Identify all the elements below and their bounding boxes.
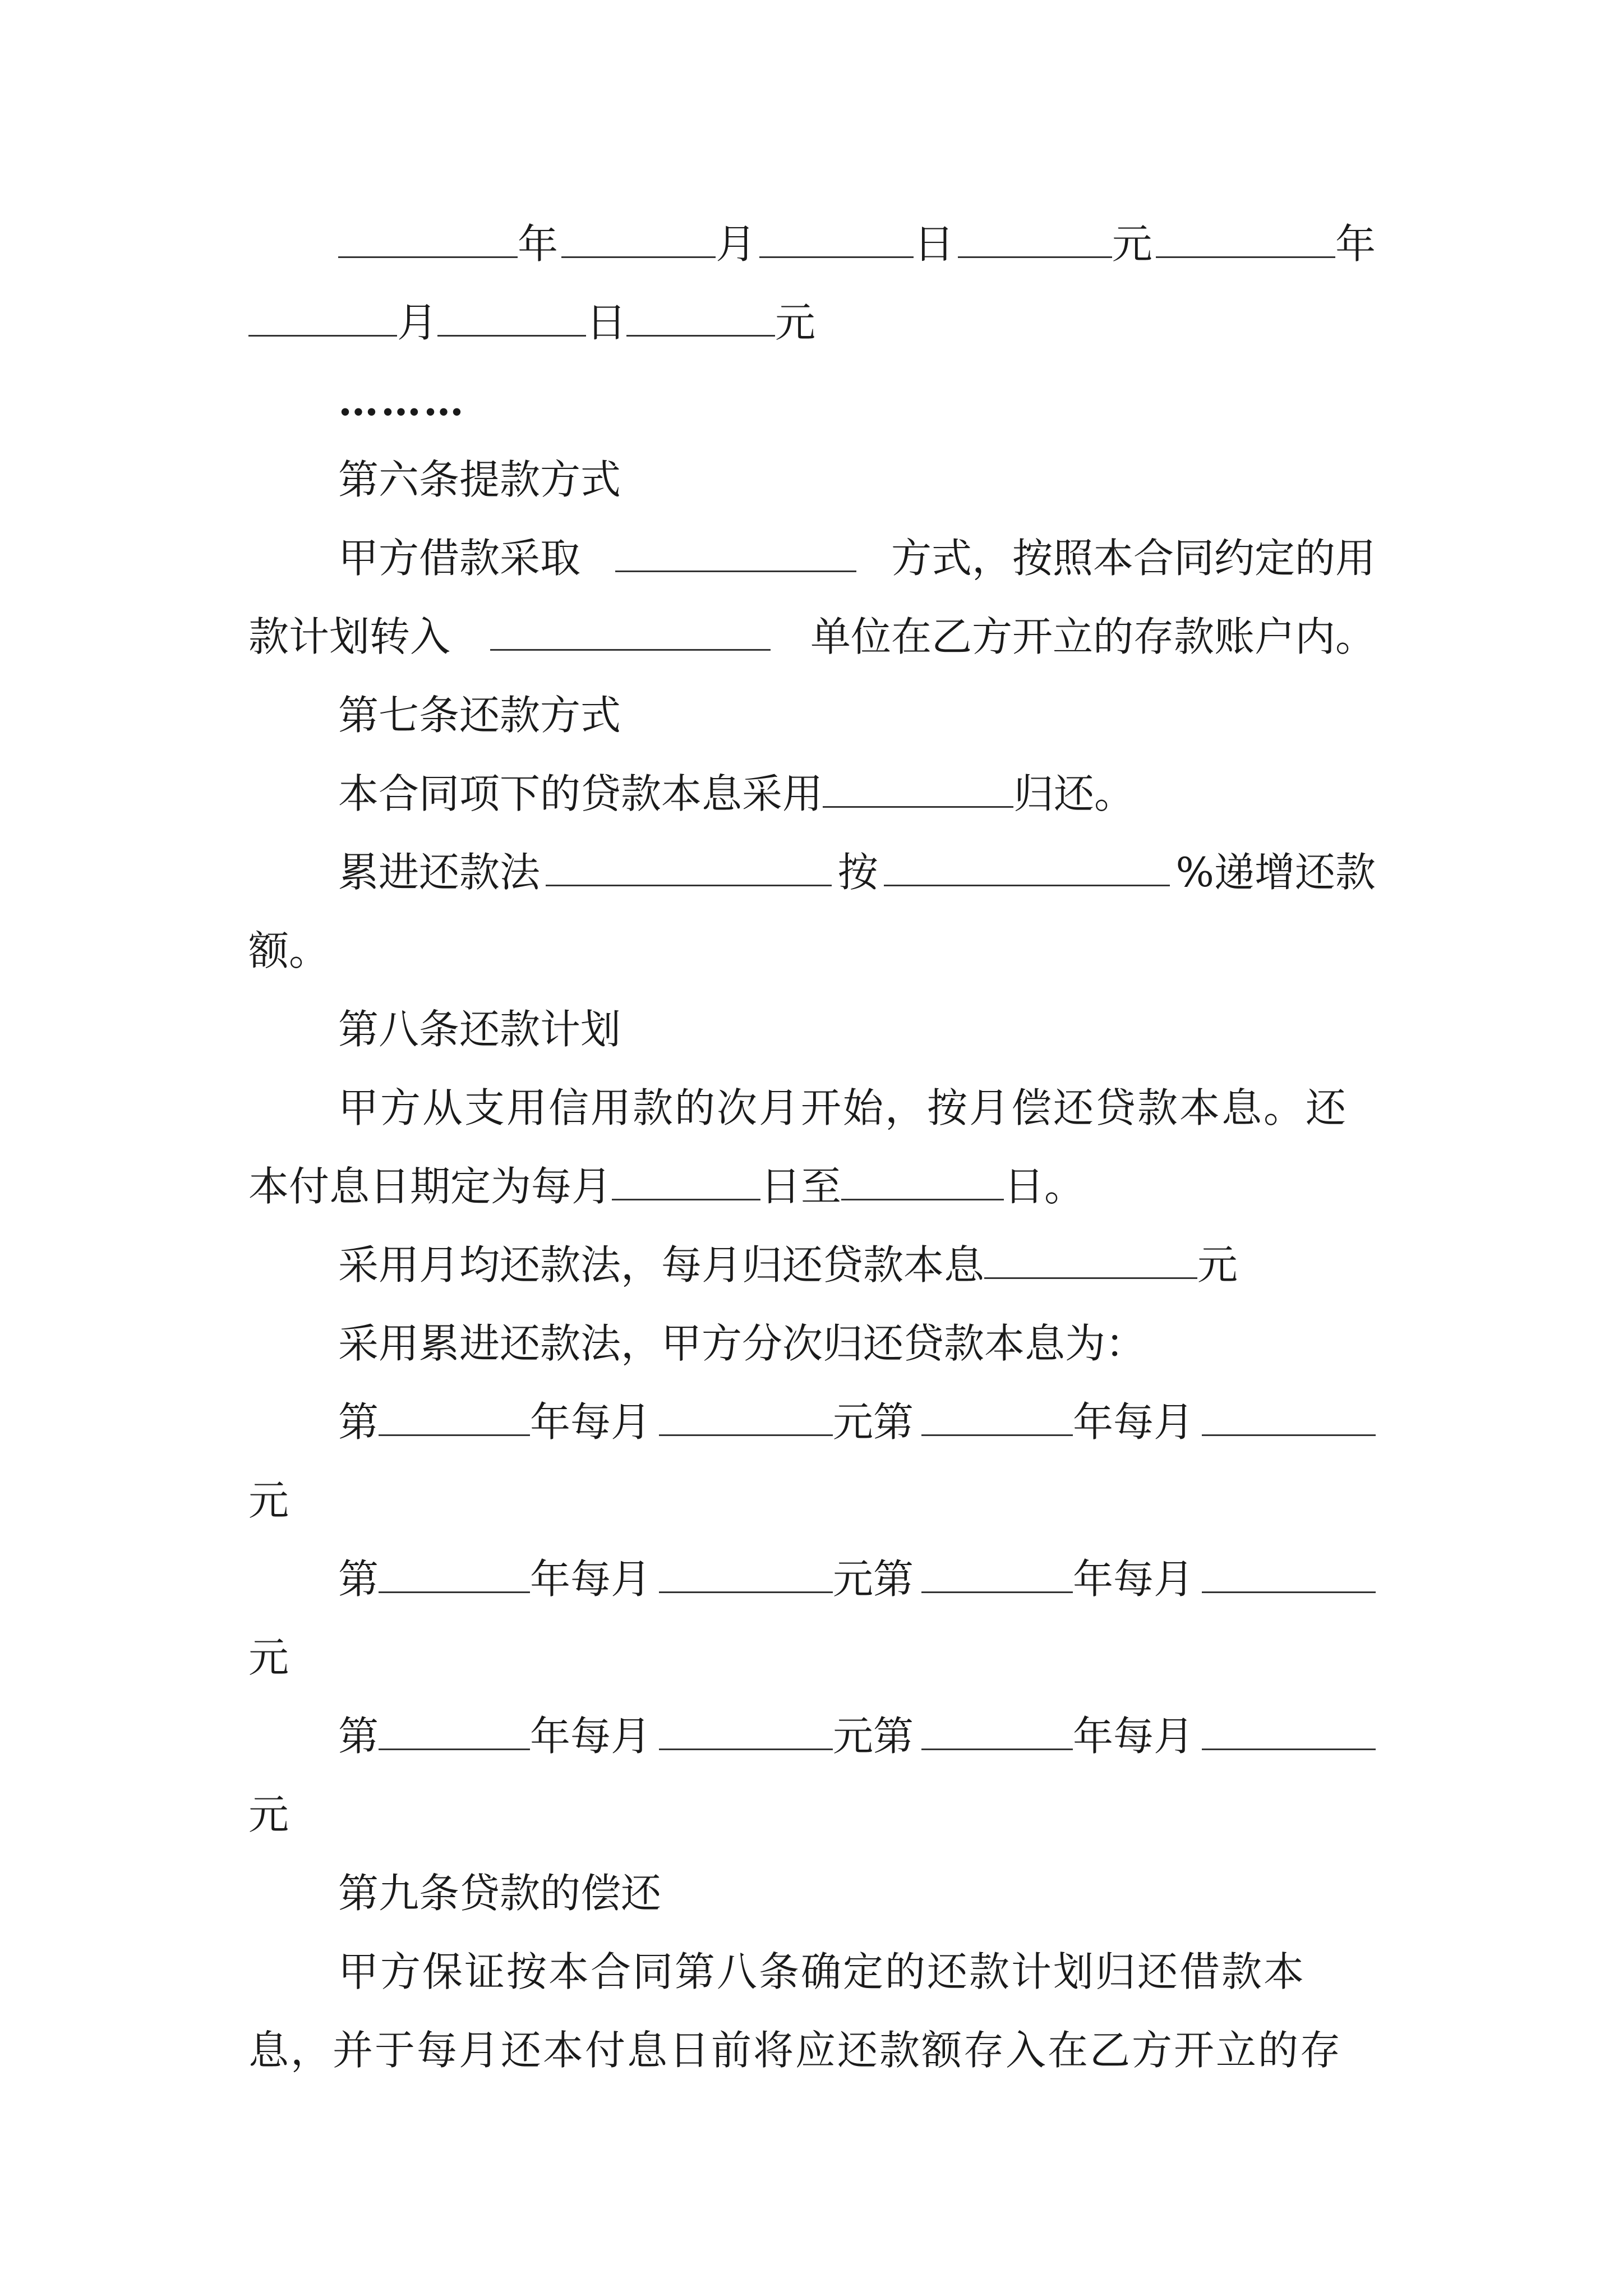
article-9-heading: 第九条贷款的偿还 [338,1870,662,1917]
blank-field[interactable] [921,1401,1073,1436]
blank-field[interactable] [823,772,1013,808]
text-segment: 元第 [833,1556,914,1603]
text-segment: 本付息日期定为每月 [248,1163,612,1210]
text-segment: 甲方借款采取 [338,535,581,582]
date-amount-line-2 [248,283,1376,362]
text-segment: 采用月均还款法，每月归还贷款本息 [338,1241,985,1289]
installment-row-1-end: 元 [248,1477,289,1524]
blank-field[interactable] [1202,1558,1376,1593]
blank-field[interactable] [615,537,856,572]
text-segment: 第 [338,1713,379,1760]
date-amount-line-1 [248,205,1376,283]
blank-field[interactable] [921,1715,1073,1750]
ellipsis [248,362,1376,440]
article-9-para-line-1: 甲方保证按本合同第八条确定的还款计划归还借款本 [338,1948,1306,1995]
blank-field[interactable] [659,1558,833,1593]
article-8-para-line-4: 采用累进还款法，甲方分次归还贷款本息为： [338,1320,1146,1367]
blank-field[interactable] [884,851,1170,886]
text-segment: 累进还款法 [338,849,541,896]
text-yuan: 元 [775,299,816,346]
text-segment: 元第 [833,1713,914,1760]
text-segment: 第 [338,1556,379,1603]
article-8-para-line-2 [248,1147,1376,1226]
text-segment: 元 [1197,1241,1238,1289]
text-segment: 归还。 [1013,770,1135,817]
article-6-heading: 第六条提款方式 [338,456,621,503]
blank-field[interactable] [659,1401,833,1436]
blank-field[interactable] [338,223,518,258]
text-segment: 年每月 [530,1398,652,1446]
installment-row-2 [248,1540,1376,1618]
blank-field[interactable] [984,1244,1197,1279]
blank-field[interactable] [490,615,771,651]
text-year: 年 [1335,220,1376,268]
article-8-heading: 第八条还款计划 [338,1006,621,1053]
article-8-para-line-1: 甲方从支用信用款的次月开始，按月偿还贷款本息。还 [338,1084,1348,1131]
blank-field[interactable] [659,1715,833,1750]
installment-row-3-end: 元 [248,1791,289,1838]
text-segment: 款计划转入 [248,613,451,660]
blank-field[interactable] [612,1165,760,1200]
blank-field[interactable] [379,1715,530,1750]
article-7-para-line-3: 额。 [248,927,330,974]
text-segment: %递增还款 [1175,849,1376,896]
text-segment: 年每月 [1072,1556,1194,1603]
blank-field[interactable] [759,223,914,258]
article-8-para-line-3 [248,1226,1376,1304]
article-7-para-line-1 [248,754,1376,833]
blank-field[interactable] [1202,1715,1376,1750]
article-7-para-line-2 [248,833,1376,912]
blank-field[interactable] [546,851,832,886]
blank-field[interactable] [561,223,716,258]
article-7-heading: 第七条还款方式 [338,692,621,739]
ellipsis-text: ……… [338,377,466,425]
text-segment: 日。 [1004,1163,1085,1210]
text-segment: 年每月 [530,1713,652,1760]
article-9-para-line-2: 息，并于每月还本付息日前将应还款额存入在乙方开立的存 [248,2027,1343,2074]
blank-field[interactable] [379,1558,530,1593]
text-yuan: 元 [1112,220,1152,268]
text-segment: 第 [338,1398,379,1446]
text-segment: 年每月 [1072,1713,1194,1760]
installment-row-3 [248,1697,1376,1775]
text-segment: 元第 [833,1398,914,1446]
text-segment: 年每月 [1072,1398,1194,1446]
text-year: 年 [518,220,559,268]
blank-field[interactable] [921,1558,1073,1593]
text-segment: 方式，按照本合同约定的用 [891,535,1376,582]
blank-field[interactable] [248,301,397,337]
article-6-para-line-1 [248,519,1376,597]
installment-row-2-end: 元 [248,1634,289,1681]
blank-field[interactable] [1156,223,1335,258]
installment-row-1 [248,1383,1376,1461]
blank-field[interactable] [841,1165,1004,1200]
text-day: 日 [586,299,627,346]
blank-field[interactable] [1202,1401,1376,1436]
text-segment: 日至 [760,1163,842,1210]
text-day: 日 [914,220,955,268]
text-segment: 单位在乙方开立的存款账户内。 [810,613,1376,660]
blank-field[interactable] [626,301,775,337]
text-segment: 本合同项下的贷款本息采用 [338,770,823,817]
text-month: 月 [716,220,757,268]
blank-field[interactable] [379,1401,530,1436]
text-segment: 年每月 [530,1556,652,1603]
article-6-para-line-2 [248,597,1376,676]
blank-field[interactable] [958,223,1112,258]
text-segment: 按 [837,849,878,896]
blank-field[interactable] [437,301,586,337]
text-month: 月 [397,299,438,346]
